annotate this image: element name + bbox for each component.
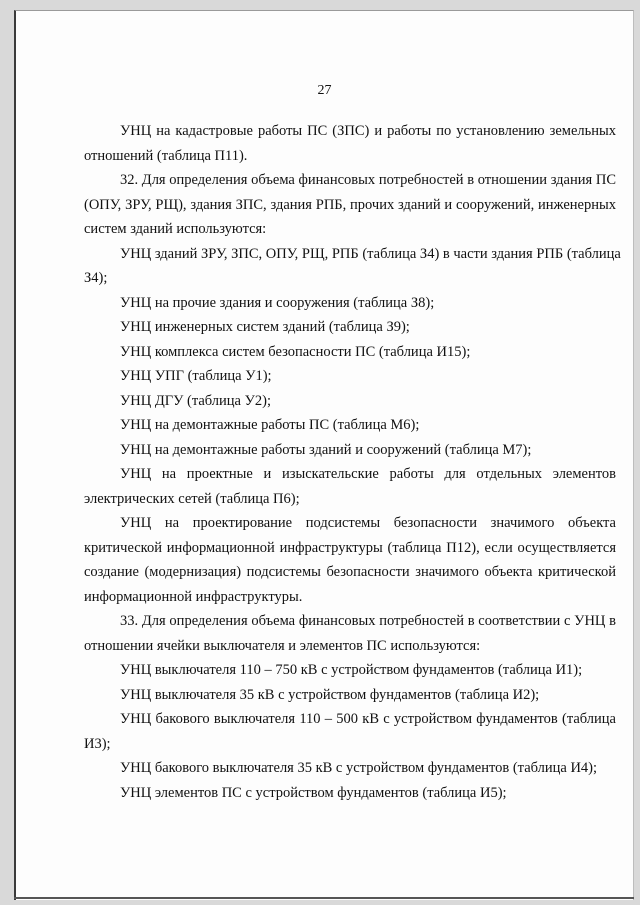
paragraph-line: УНЦ зданий ЗРУ, ЗПС, ОПУ, РЩ, РПБ (таблица З4) в части здания РПБ (таблица: [120, 245, 621, 262]
paragraph-line: создание (модернизация) подсистемы безопасности значимого объекта критической: [84, 564, 616, 580]
paragraph-line: УНЦ элементов ПС с устройством фундаментов (таблица И5);: [120, 784, 507, 801]
paragraph-line: 32. Для определения объема финансовых потребностей в отношении здания ПС: [120, 172, 616, 188]
paragraph-line: И3);: [84, 735, 111, 752]
document-body: [84, 119, 621, 805]
paragraph-line: отношении ячейки выключателя и элементов ПС используются:: [84, 637, 481, 654]
paragraph-line: УНЦ бакового выключателя 35 кВ с устройством фундаментов (таблица И4);: [120, 760, 598, 776]
document-page: [14, 10, 634, 900]
page-edge: [14, 897, 634, 899]
paragraph-line: 33. Для определения объема финансовых потребностей в соответствии с УНЦ в: [120, 613, 616, 629]
paragraph-line: УНЦ на проектирование подсистемы безопасности значимого объекта: [120, 515, 616, 531]
paragraph-line: УНЦ на прочие здания и сооружения (таблица З8);: [120, 294, 435, 311]
paragraph-line: отношений (таблица П11).: [84, 147, 248, 164]
paragraph-line: критической информационной инфраструктуры (таблица П12), если осуществляется: [84, 539, 616, 556]
paragraph-line: УНЦ выключателя 110 – 750 кВ с устройством фундаментов (таблица И1);: [120, 662, 583, 678]
paragraph-line: систем зданий используются:: [84, 221, 267, 237]
paragraph-line: УНЦ на кадастровые работы ПС (ЗПС) и работы по установлению земельных: [120, 123, 616, 139]
paragraph-line: УНЦ на проектные и изыскательские работы для отдельных элементов: [120, 466, 616, 482]
page-number: 27: [317, 83, 332, 98]
paragraph-line: УНЦ УПГ (таблица У1);: [120, 368, 272, 384]
paragraph-line: УНЦ инженерных систем зданий (таблица З9);: [120, 319, 410, 335]
paragraph-line: электрических сетей (таблица П6);: [84, 490, 300, 507]
paragraph-line: УНЦ бакового выключателя 110 – 500 кВ с устройством фундаментов (таблица: [120, 711, 616, 727]
paragraph-line: УНЦ на демонтажные работы ПС (таблица М6);: [120, 417, 420, 433]
paragraph-line: УНЦ выключателя 35 кВ с устройством фундаментов (таблица И2);: [120, 686, 540, 703]
paragraph-line: (ОПУ, ЗРУ, РЩ), здания ЗПС, здания РПБ, прочих зданий и сооружений, инженерных: [84, 196, 616, 213]
paragraph-line: З4);: [84, 270, 108, 286]
paragraph-line: УНЦ комплекса систем безопасности ПС (таблица И15);: [120, 343, 471, 360]
paragraph-line: УНЦ на демонтажные работы зданий и сооружений (таблица М7);: [120, 441, 532, 458]
paragraph-line: информационной инфраструктуры.: [84, 588, 303, 605]
paragraph-line: УНЦ ДГУ (таблица У2);: [120, 392, 271, 409]
